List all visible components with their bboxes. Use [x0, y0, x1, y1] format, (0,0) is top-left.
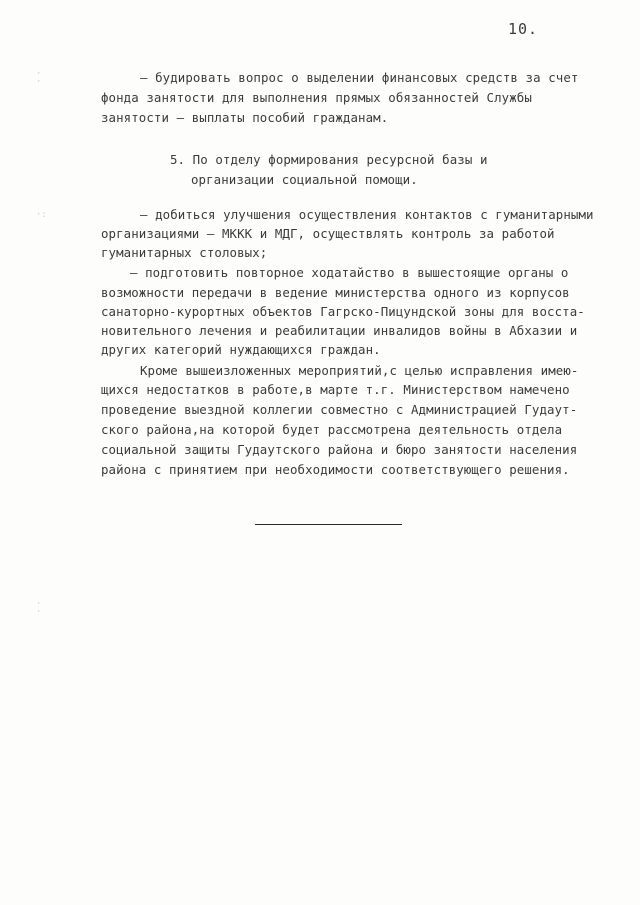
text-line: – подготовить повторное ходатайство в вышестоящие органы о [130, 265, 569, 280]
text-line: организациями – МККК и МДГ, осуществлять контроль за работой [101, 226, 555, 241]
text-line: занятости – выплаты пособий гражданам. [101, 110, 389, 125]
heading-line: организации социальной помощи. [191, 172, 418, 187]
text-line: щихся недостатков в работе,в марте т.г. Министерством намечено [101, 382, 570, 397]
margin-mark: ·: [36, 210, 47, 220]
closing-rule [255, 524, 402, 525]
text-line: социальной защиты Гудаутского района и бюро занятости населения [101, 442, 578, 457]
text-line: ского района,на которой будет рассмотрена деятельность отдела [101, 422, 563, 437]
text-line: других категорий нуждающихся граждан. [101, 342, 381, 357]
text-line: гуманитарных столовых; [101, 245, 268, 260]
margin-mark: · · [36, 599, 42, 617]
text-line: возможности передачи в ведение министерства одного из корпусов [101, 285, 570, 300]
heading-line: 5. По отделу формирования ресурсной базы и [170, 152, 488, 167]
text-line: – добиться улучшения осуществления контактов с гуманитарными [140, 207, 594, 222]
text-line: Кроме вышеизложенных мероприятий,с целью исправления имею- [140, 363, 579, 378]
text-line: фонда занятости для выполнения прямых обязанностей Службы [101, 90, 532, 105]
margin-mark: · · [36, 69, 42, 87]
page-number: 10. [508, 20, 539, 38]
text-line: – будировать вопрос о выделении финансовых средств за счет [140, 70, 579, 85]
text-line: санаторно-курортных объектов Гагрско-Пицундской зоны для восста- [101, 304, 585, 319]
text-line: района с принятием при необходимости соответствующего решения. [101, 462, 570, 477]
text-line: проведение выездной коллегии совместно с Администрацией Гудаут- [101, 402, 578, 417]
text-line: новительного лечения и реабилитации инвалидов войны в Абхазии и [101, 323, 578, 338]
